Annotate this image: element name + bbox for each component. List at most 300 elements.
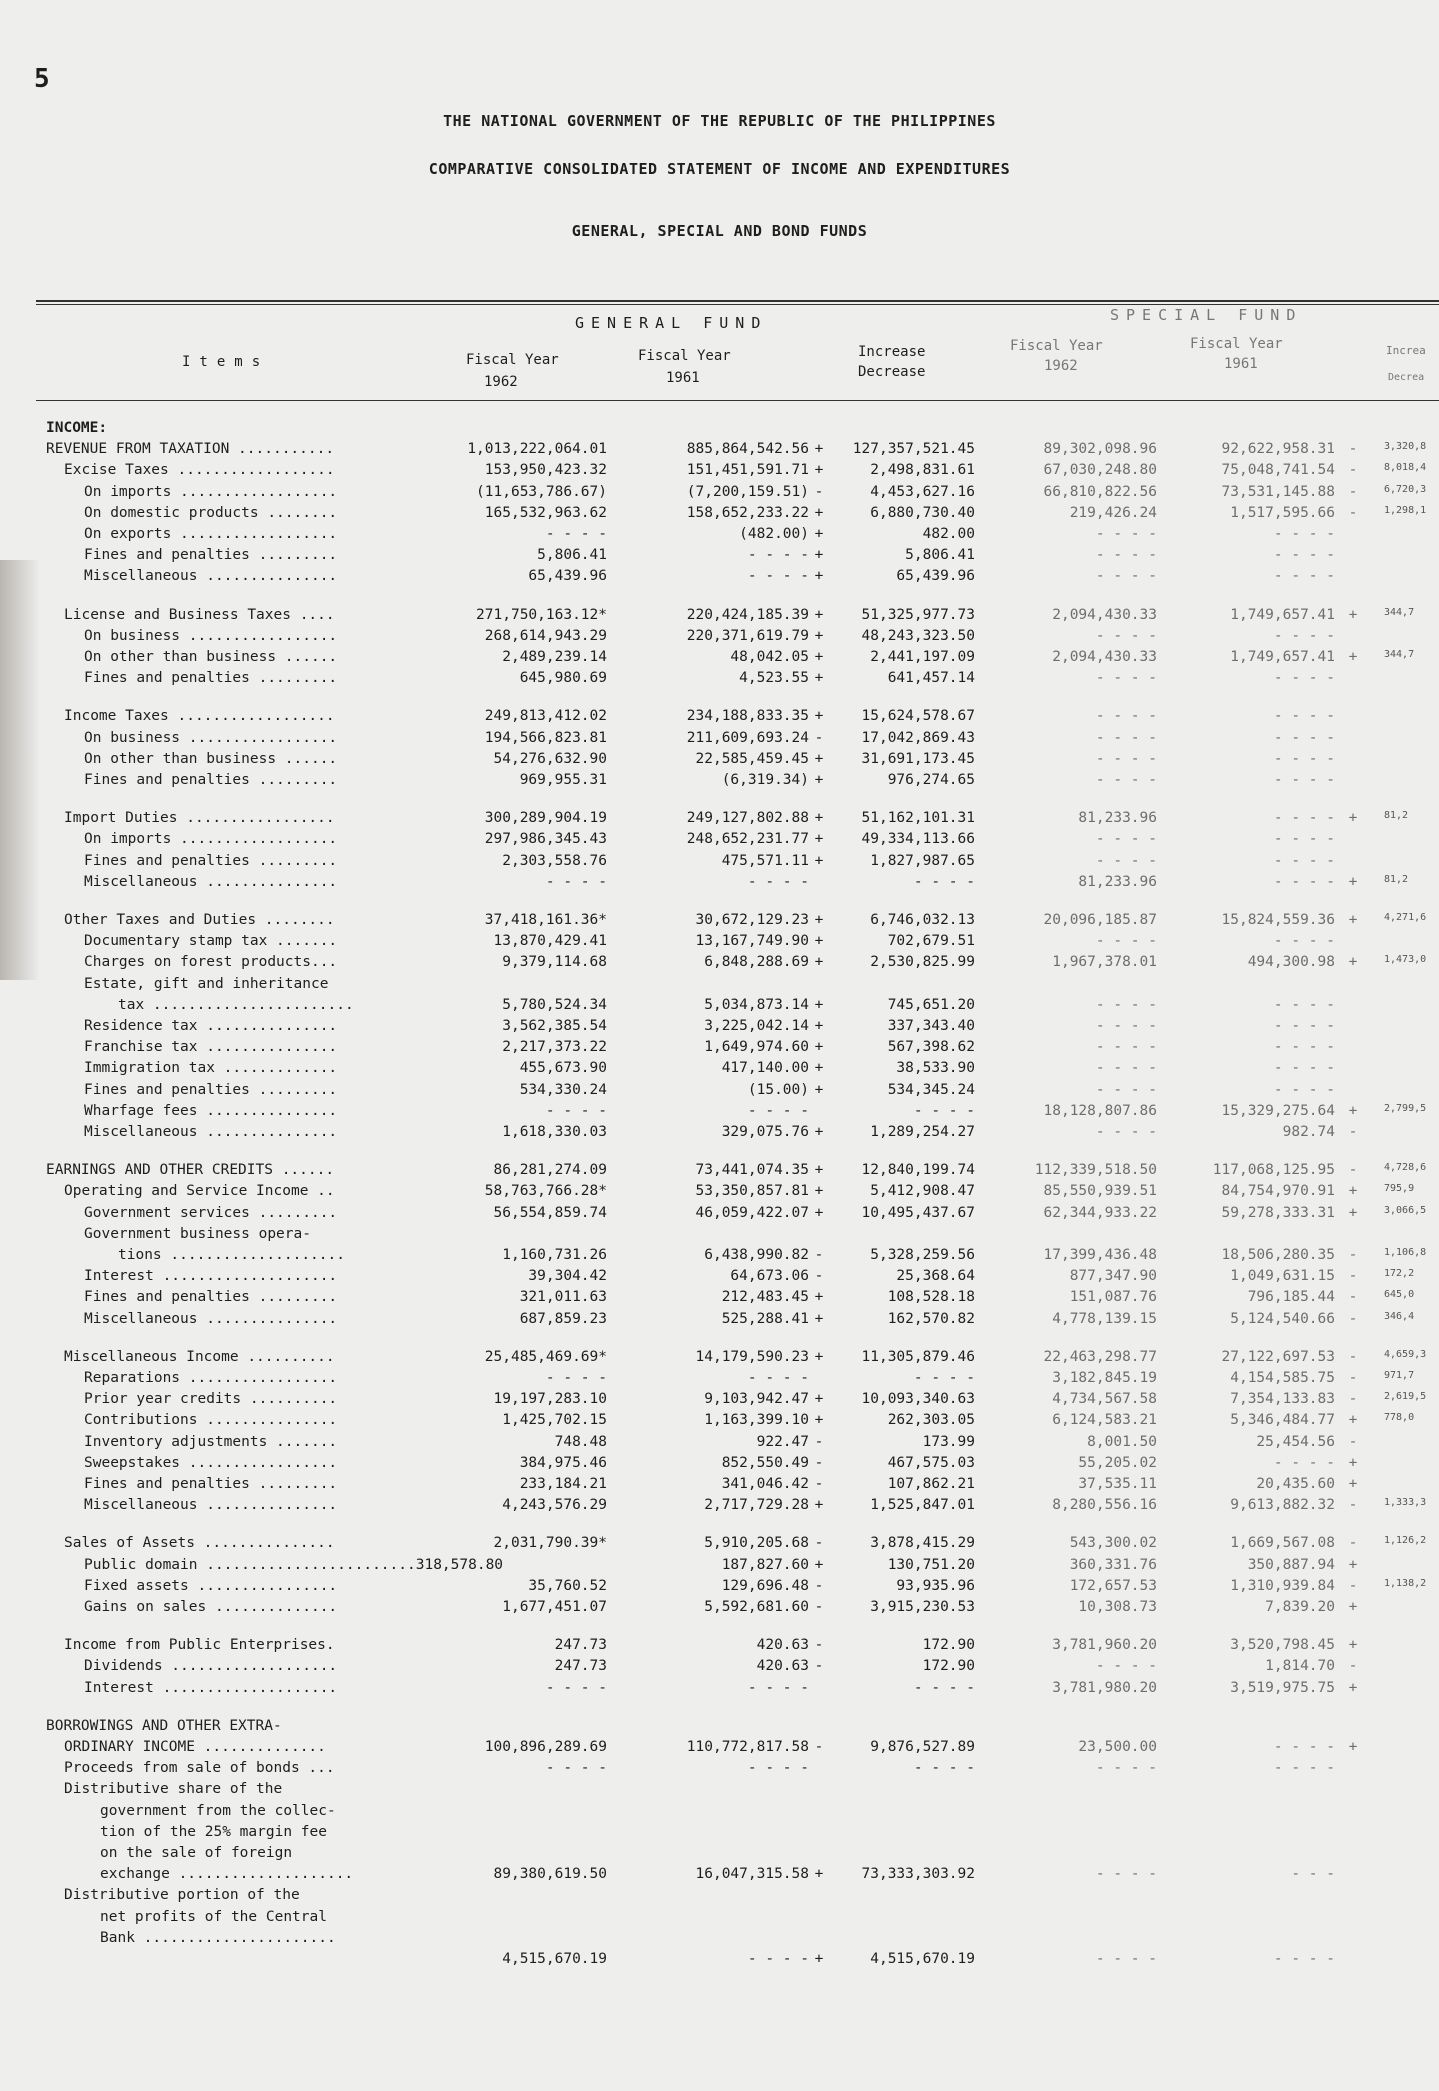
general-change-cell: 6,880,730.40	[870, 505, 975, 521]
general-fy1962-cell: 35,760.52	[528, 1578, 607, 1594]
general-sign-cell: +	[814, 1060, 824, 1076]
special-fy1962-cell: - - - -	[1095, 526, 1157, 542]
general-fy1962-cell: 247.73	[554, 1637, 607, 1653]
general-sign-cell: +	[814, 831, 824, 847]
row-label: Wharfage fees ...............	[84, 1103, 338, 1119]
special-sign-cell: +	[1348, 874, 1358, 890]
special-fy1962-cell: - - - -	[1095, 831, 1157, 847]
col-sf1962-label: Fiscal Year	[1010, 338, 1103, 354]
table-row	[0, 1803, 1439, 1825]
general-sign-cell: -	[814, 1247, 824, 1263]
table-row	[0, 628, 1439, 650]
special-fy1962-cell: 37,535.11	[1078, 1476, 1157, 1492]
general-fy1961-cell: 46,059,422.07	[695, 1205, 809, 1221]
table-row	[0, 1455, 1439, 1477]
special-fy1961-cell: - - - -	[1273, 568, 1335, 584]
table-row	[0, 1578, 1439, 1600]
general-fy1962-cell: 56,554,859.74	[493, 1205, 607, 1221]
special-sign-cell: +	[1348, 1412, 1358, 1428]
general-fy1961-cell: 129,696.48	[721, 1578, 809, 1594]
general-fy1962-cell: 1,425,702.15	[502, 1412, 607, 1428]
row-label: Reparations .................	[84, 1370, 338, 1386]
special-sign-cell: -	[1348, 1578, 1358, 1594]
special-fy1961-cell: - - - -	[1273, 547, 1335, 563]
special-fy1961-cell: - - - -	[1273, 772, 1335, 788]
special-fy1961-cell: 4,154,585.75	[1230, 1370, 1335, 1386]
table-row	[0, 874, 1439, 896]
general-sign-cell: +	[814, 997, 824, 1013]
special-fy1961-cell: - - -	[1291, 1866, 1335, 1882]
special-fy1962-cell: - - - -	[1095, 1124, 1157, 1140]
general-fy1962-cell: 271,750,163.12*	[476, 607, 607, 623]
general-sign-cell: +	[814, 649, 824, 665]
general-change-cell: 4,453,627.16	[870, 484, 975, 500]
special-fy1961-cell: 75,048,741.54	[1221, 462, 1335, 478]
general-fy1962-cell: 3,562,385.54	[502, 1018, 607, 1034]
row-label: Operating and Service Income ..	[64, 1183, 335, 1199]
general-sign-cell: +	[814, 1951, 824, 1967]
row-label: On exports ..................	[84, 526, 338, 542]
general-change-cell: 1,525,847.01	[870, 1497, 975, 1513]
general-change-cell: 467,575.03	[887, 1455, 975, 1471]
special-fy1962-cell: - - - -	[1095, 628, 1157, 644]
special-fy1961-cell: - - - -	[1273, 708, 1335, 724]
general-sign-cell: +	[814, 1183, 824, 1199]
general-change-cell: 3,878,415.29	[870, 1535, 975, 1551]
general-fy1961-cell: - - - -	[747, 874, 809, 890]
general-change-cell: - - - -	[913, 1103, 975, 1119]
general-change-cell: 51,162,101.31	[861, 810, 975, 826]
general-fy1962-cell: 645,980.69	[519, 670, 607, 686]
special-change-cell: 795,9	[1384, 1183, 1415, 1194]
special-fy1961-cell: 982.74	[1282, 1124, 1335, 1140]
special-fy1961-cell: 3,519,975.75	[1230, 1680, 1335, 1696]
row-label: On imports ..................	[84, 831, 338, 847]
general-sign-cell: -	[814, 1658, 824, 1674]
table-row	[0, 420, 1439, 442]
table-row	[0, 1637, 1439, 1659]
special-change-cell: 1,138,2	[1384, 1578, 1427, 1589]
general-fy1961-cell: 73,441,074.35	[695, 1162, 809, 1178]
special-sign-cell: -	[1348, 1370, 1358, 1386]
general-change-cell: 31,691,173.45	[861, 751, 975, 767]
special-fy1962-cell: - - - -	[1095, 568, 1157, 584]
table-row	[0, 1680, 1439, 1702]
special-sign-cell: -	[1348, 1391, 1358, 1407]
general-fy1961-cell: 212,483.45	[721, 1289, 809, 1305]
table-row	[0, 1183, 1439, 1205]
general-fy1961-cell: (482.00)	[739, 526, 809, 542]
general-change-cell: 976,274.65	[887, 772, 975, 788]
general-fy1962-cell: 268,614,943.29	[484, 628, 607, 644]
special-sign-cell: +	[1348, 1557, 1358, 1573]
row-label: Sales of Assets ...............	[64, 1535, 335, 1551]
general-change-cell: 130,751.20	[887, 1557, 975, 1573]
general-change-cell: 2,498,831.61	[870, 462, 975, 478]
general-sign-cell: +	[814, 628, 824, 644]
general-sign-cell: -	[814, 1637, 824, 1653]
general-fy1962-cell: 2,489,239.14	[502, 649, 607, 665]
special-change-cell: 6,720,3	[1384, 484, 1427, 495]
special-change-cell: 3,066,5	[1384, 1205, 1427, 1216]
general-sign-cell: -	[814, 484, 824, 500]
general-fy1962-cell: 153,950,423.32	[484, 462, 607, 478]
special-fy1962-cell: 543,300.02	[1069, 1535, 1157, 1551]
general-fy1961-cell: 525,288.41	[721, 1311, 809, 1327]
table-row	[0, 730, 1439, 752]
general-fy1962-cell: - - - -	[545, 1370, 607, 1386]
special-fy1962-cell: 219,426.24	[1069, 505, 1157, 521]
general-change-cell: 337,343.40	[887, 1018, 975, 1034]
row-label: Government business opera-	[84, 1226, 311, 1242]
general-change-cell: 1,289,254.27	[870, 1124, 975, 1140]
special-sign-cell: +	[1348, 954, 1358, 970]
row-label: REVENUE FROM TAXATION ...........	[46, 441, 335, 457]
general-fy1962-cell: 13,870,429.41	[493, 933, 607, 949]
general-fy1961-cell: 6,848,288.69	[704, 954, 809, 970]
general-fy1962-cell: 249,813,412.02	[484, 708, 607, 724]
general-change-cell: 2,441,197.09	[870, 649, 975, 665]
special-sign-cell: -	[1348, 462, 1358, 478]
general-fy1962-cell: 54,276,632.90	[493, 751, 607, 767]
table-row	[0, 1391, 1439, 1413]
table-row	[0, 1162, 1439, 1184]
general-sign-cell: +	[814, 810, 824, 826]
general-sign-cell: +	[814, 670, 824, 686]
row-label: On other than business ......	[84, 649, 338, 665]
table-row	[0, 853, 1439, 875]
table-row	[0, 1845, 1439, 1867]
general-fy1962-cell: 2,303,558.76	[502, 853, 607, 869]
row-label: Immigration tax .............	[84, 1060, 338, 1076]
special-fy1961-cell: 117,068,125.95	[1212, 1162, 1335, 1178]
general-change-cell: 108,528.18	[887, 1289, 975, 1305]
general-fy1962-cell: - - - -	[545, 1103, 607, 1119]
table-row	[0, 1082, 1439, 1104]
general-change-cell: 745,651.20	[887, 997, 975, 1013]
special-fy1961-cell: - - - -	[1273, 670, 1335, 686]
document-subtitle: COMPARATIVE CONSOLIDATED STATEMENT OF INCOME AND EXPENDITURES	[428, 160, 1011, 178]
table-row	[0, 1018, 1439, 1040]
special-fy1961-cell: - - - -	[1273, 526, 1335, 542]
table-row	[0, 505, 1439, 527]
general-fy1961-cell: 187,827.60	[721, 1557, 809, 1573]
row-label: Fines and penalties .........	[84, 853, 338, 869]
special-change-cell: 778,0	[1384, 1412, 1415, 1423]
table-row	[0, 1535, 1439, 1557]
general-fy1961-cell: 248,652,231.77	[686, 831, 809, 847]
table-row	[0, 1370, 1439, 1392]
table-row	[0, 810, 1439, 832]
table-row	[0, 1739, 1439, 1761]
table-row	[0, 933, 1439, 955]
special-fy1962-cell: 3,781,960.20	[1052, 1637, 1157, 1653]
general-change-cell: 9,876,527.89	[870, 1739, 975, 1755]
special-fy1962-cell: - - - -	[1095, 1658, 1157, 1674]
general-fy1961-cell: (7,200,159.51)	[686, 484, 809, 500]
row-label: ORDINARY INCOME ..............	[64, 1739, 326, 1755]
col-fy1962-year: 1962	[484, 374, 518, 390]
col-sf1962-year: 1962	[1044, 358, 1078, 374]
general-fy1961-cell: - - - -	[747, 1103, 809, 1119]
col-increase-label: Increase	[858, 344, 926, 360]
general-fy1962-cell: 2,217,373.22	[502, 1039, 607, 1055]
general-change-cell: 5,412,908.47	[870, 1183, 975, 1199]
general-fy1962-cell: 39,304.42	[528, 1268, 607, 1284]
general-fy1962-cell: 4,243,576.29	[502, 1497, 607, 1513]
row-label: tax .......................	[118, 997, 354, 1013]
row-label: Gains on sales ..............	[84, 1599, 338, 1615]
general-change-cell: 3,915,230.53	[870, 1599, 975, 1615]
table-row	[0, 1268, 1439, 1290]
special-fy1962-cell: - - - -	[1095, 933, 1157, 949]
general-sign-cell: -	[814, 730, 824, 746]
general-fy1962-cell: 194,566,823.81	[484, 730, 607, 746]
general-fy1961-cell: 885,864,542.56	[686, 441, 809, 457]
special-fy1961-cell: - - - -	[1273, 1739, 1335, 1755]
special-fy1962-cell: 81,233.96	[1078, 810, 1157, 826]
table-row	[0, 670, 1439, 692]
general-sign-cell: +	[814, 547, 824, 563]
special-fy1962-cell: 877,347.90	[1069, 1268, 1157, 1284]
special-fy1962-cell: 18,128,807.86	[1043, 1103, 1157, 1119]
table-row	[0, 831, 1439, 853]
row-label: Fines and penalties .........	[84, 670, 338, 686]
special-sign-cell: +	[1348, 1637, 1358, 1653]
general-sign-cell: +	[814, 1412, 824, 1428]
row-label: Fines and penalties .........	[84, 1082, 338, 1098]
special-fy1962-cell: 10,308.73	[1078, 1599, 1157, 1615]
special-sign-cell: +	[1348, 1455, 1358, 1471]
general-sign-cell: +	[814, 568, 824, 584]
special-sign-cell: -	[1348, 505, 1358, 521]
table-row	[0, 649, 1439, 671]
row-label: tions ....................	[118, 1247, 345, 1263]
special-fy1962-cell: - - - -	[1095, 1951, 1157, 1967]
special-fund-heading: SPECIAL FUND	[1110, 306, 1303, 324]
general-fy1962-cell: 300,289,904.19	[484, 810, 607, 826]
special-fy1962-cell: 172,657.53	[1069, 1578, 1157, 1594]
general-sign-cell: +	[814, 1866, 824, 1882]
special-fy1962-cell: - - - -	[1095, 751, 1157, 767]
general-fy1961-cell: 110,772,817.58	[686, 1739, 809, 1755]
general-fy1961-cell: 3,225,042.14	[704, 1018, 809, 1034]
row-label: On other than business ......	[84, 751, 338, 767]
table-row	[0, 568, 1439, 590]
general-fy1962-cell: 534,330.24	[519, 1082, 607, 1098]
general-sign-cell: +	[814, 526, 824, 542]
general-change-cell: 5,328,259.56	[870, 1247, 975, 1263]
special-fy1962-cell: 6,124,583.21	[1052, 1412, 1157, 1428]
special-fy1962-cell: 20,096,185.87	[1043, 912, 1157, 928]
special-fy1961-cell: 18,506,280.35	[1221, 1247, 1335, 1263]
general-sign-cell: +	[814, 1039, 824, 1055]
special-sign-cell: +	[1348, 1183, 1358, 1199]
general-change-cell: 482.00	[922, 526, 975, 542]
general-sign-cell: +	[814, 441, 824, 457]
general-fy1962-cell: (11,653,786.67)	[476, 484, 607, 500]
header-rule-top-2	[36, 304, 1439, 305]
special-sign-cell: -	[1348, 1349, 1358, 1365]
general-change-cell: - - - -	[913, 874, 975, 890]
special-fy1961-cell: 27,122,697.53	[1221, 1349, 1335, 1365]
special-fy1961-cell: 350,887.94	[1247, 1557, 1335, 1573]
special-sign-cell: +	[1348, 1680, 1358, 1696]
special-change-cell: 645,0	[1384, 1289, 1415, 1300]
general-fy1961-cell: 9,103,942.47	[704, 1391, 809, 1407]
general-sign-cell: +	[814, 853, 824, 869]
row-label: tion of the 25% margin fee	[100, 1824, 327, 1840]
special-sign-cell: -	[1348, 1658, 1358, 1674]
general-fy1962-cell: 455,673.90	[519, 1060, 607, 1076]
general-fy1961-cell: - - - -	[747, 1680, 809, 1696]
special-change-cell: 344,7	[1384, 649, 1415, 660]
special-fy1961-cell: - - - -	[1273, 1951, 1335, 1967]
row-label: Charges on forest products...	[84, 954, 338, 970]
general-change-cell: 15,624,578.67	[861, 708, 975, 724]
special-fy1961-cell: - - - -	[1273, 751, 1335, 767]
special-fy1962-cell: - - - -	[1095, 670, 1157, 686]
row-label: On business .................	[84, 730, 338, 746]
special-fy1962-cell: 4,778,139.15	[1052, 1311, 1157, 1327]
general-fy1962-cell: 321,011.63	[519, 1289, 607, 1305]
general-fy1962-cell: 384,975.46	[519, 1455, 607, 1471]
general-sign-cell: +	[814, 1162, 824, 1178]
special-fy1961-cell: 15,329,275.64	[1221, 1103, 1335, 1119]
page-number: 5	[34, 64, 50, 94]
table-row	[0, 1289, 1439, 1311]
table-row	[0, 772, 1439, 794]
special-fy1962-cell: 3,781,980.20	[1052, 1680, 1157, 1696]
special-fy1962-cell: 55,205.02	[1078, 1455, 1157, 1471]
general-fy1962-cell: 687,859.23	[519, 1311, 607, 1327]
table-row	[0, 1599, 1439, 1621]
table-row	[0, 1658, 1439, 1680]
special-fy1962-cell: - - - -	[1095, 1082, 1157, 1098]
special-sign-cell: -	[1348, 1311, 1358, 1327]
general-sign-cell: +	[814, 607, 824, 623]
row-label: Interest ....................	[84, 1680, 338, 1696]
general-sign-cell: +	[814, 1349, 824, 1365]
general-change-cell: 702,679.51	[887, 933, 975, 949]
general-fy1961-cell: 151,451,591.71	[686, 462, 809, 478]
special-fy1961-cell: 59,278,333.31	[1221, 1205, 1335, 1221]
row-label: Miscellaneous ...............	[84, 1124, 338, 1140]
row-label: License and Business Taxes ....	[64, 607, 335, 623]
col-sf1961-year: 1961	[1224, 356, 1258, 372]
special-change-cell: 1,473,0	[1384, 954, 1427, 965]
special-change-cell: 3,320,8	[1384, 441, 1427, 452]
special-sign-cell: +	[1348, 912, 1358, 928]
general-change-cell: 17,042,869.43	[861, 730, 975, 746]
row-label: Bank ......................	[100, 1930, 336, 1946]
general-fy1961-cell: 2,717,729.28	[704, 1497, 809, 1513]
table-row	[0, 1311, 1439, 1333]
special-fy1962-cell: - - - -	[1095, 730, 1157, 746]
general-change-cell: 48,243,323.50	[861, 628, 975, 644]
row-label: Estate, gift and inheritance	[84, 976, 329, 992]
special-sign-cell: -	[1348, 1247, 1358, 1263]
row-label: Documentary stamp tax .......	[84, 933, 338, 949]
special-sign-cell: +	[1348, 607, 1358, 623]
general-change-cell: 73,333,303.92	[861, 1866, 975, 1882]
general-fy1961-cell: 16,047,315.58	[695, 1866, 809, 1882]
table-row	[0, 1497, 1439, 1519]
row-label: Inventory adjustments .......	[84, 1434, 338, 1450]
special-fy1961-cell: - - - -	[1273, 1039, 1335, 1055]
special-fy1961-cell: - - - -	[1273, 730, 1335, 746]
general-fy1962-cell: 86,281,274.09	[493, 1162, 607, 1178]
row-label: Excise Taxes ..................	[64, 462, 335, 478]
special-fy1962-cell: 89,302,098.96	[1043, 441, 1157, 457]
row-label: Fines and penalties .........	[84, 1476, 338, 1492]
special-fy1961-cell: 25,454.56	[1256, 1434, 1335, 1450]
special-fy1962-cell: 62,344,933.22	[1043, 1205, 1157, 1221]
general-fy1961-cell: 158,652,233.22	[686, 505, 809, 521]
row-label: on the sale of foreign	[100, 1845, 293, 1861]
special-fy1961-cell: 1,814.70	[1265, 1658, 1335, 1674]
general-change-cell: 5,806.41	[905, 547, 975, 563]
general-sign-cell: +	[814, 1124, 824, 1140]
special-fy1961-cell: 15,824,559.36	[1221, 912, 1335, 928]
general-change-cell: 10,093,340.63	[861, 1391, 975, 1407]
general-change-cell: 10,495,437.67	[861, 1205, 975, 1221]
col-fy1962-label: Fiscal Year	[466, 352, 559, 368]
special-fy1961-cell: 20,435.60	[1256, 1476, 1335, 1492]
general-change-cell: 641,457.14	[887, 670, 975, 686]
row-label: On business .................	[84, 628, 338, 644]
col-fy1961-label: Fiscal Year	[638, 348, 731, 364]
special-fy1962-cell: - - - -	[1095, 1018, 1157, 1034]
special-sign-cell: +	[1348, 1739, 1358, 1755]
col-sf1961-label: Fiscal Year	[1190, 336, 1283, 352]
general-change-cell: 2,530,825.99	[870, 954, 975, 970]
special-fy1961-cell: - - - -	[1273, 853, 1335, 869]
row-label: Dividends ...................	[84, 1658, 338, 1674]
special-fy1961-cell: - - - -	[1273, 1760, 1335, 1776]
general-change-cell: 567,398.62	[887, 1039, 975, 1055]
general-fy1961-cell: 4,523.55	[739, 670, 809, 686]
special-fy1961-cell: - - - -	[1273, 1455, 1335, 1471]
document-subheading: GENERAL, SPECIAL AND BOND FUNDS	[571, 222, 868, 240]
row-label: INCOME:	[46, 420, 108, 436]
row-label: Income Taxes ..................	[64, 708, 335, 724]
special-fy1961-cell: - - - -	[1273, 1018, 1335, 1034]
special-change-cell: 344,7	[1384, 607, 1415, 618]
special-fy1962-cell: 81,233.96	[1078, 874, 1157, 890]
general-change-cell: 6,746,032.13	[870, 912, 975, 928]
special-fy1962-cell: 17,399,436.48	[1043, 1247, 1157, 1263]
special-fy1961-cell: - - - -	[1273, 997, 1335, 1013]
general-sign-cell: +	[814, 708, 824, 724]
general-fy1962-cell: 1,618,330.03	[502, 1124, 607, 1140]
general-fy1961-cell: 922.47	[756, 1434, 809, 1450]
special-fy1961-cell: - - - -	[1273, 831, 1335, 847]
special-fy1962-cell: 360,331.76	[1069, 1557, 1157, 1573]
special-sign-cell: +	[1348, 1205, 1358, 1221]
general-change-cell: 93,935.96	[896, 1578, 975, 1594]
special-fy1962-cell: 2,094,430.33	[1052, 607, 1157, 623]
table-row	[0, 1557, 1439, 1579]
special-fy1961-cell: 9,613,882.32	[1230, 1497, 1335, 1513]
special-change-cell: 2,619,5	[1384, 1391, 1427, 1402]
special-fy1961-cell: 494,300.98	[1247, 954, 1335, 970]
table-row	[0, 462, 1439, 484]
general-sign-cell: +	[814, 1289, 824, 1305]
row-label: Other Taxes and Duties ........	[64, 912, 335, 928]
table-row	[0, 1124, 1439, 1146]
general-change-cell: 65,439.96	[896, 568, 975, 584]
